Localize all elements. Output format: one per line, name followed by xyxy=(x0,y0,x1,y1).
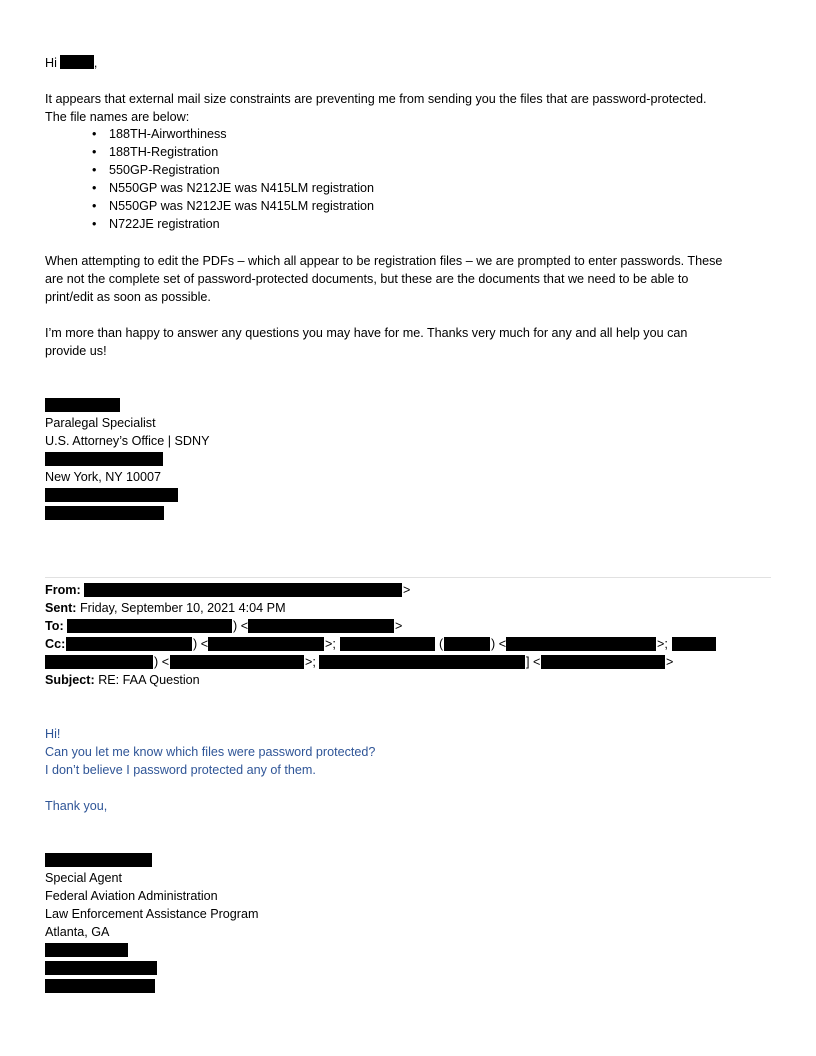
intro-line-1: It appears that external mail size constraints are preventing me from sending you the files that are password-protected. xyxy=(45,92,707,106)
greeting-line: Hi , xyxy=(45,56,98,70)
cc-paren-open: ( xyxy=(439,637,444,651)
redaction-block xyxy=(506,637,656,651)
redaction-block xyxy=(248,619,394,633)
sent-label: Sent: xyxy=(45,601,77,615)
header-cc xyxy=(45,635,65,653)
redaction-block xyxy=(66,637,192,651)
sent-value: Friday, September 10, 2021 4:04 PM xyxy=(79,601,286,615)
redaction-block xyxy=(208,637,324,651)
cc-label: Cc: xyxy=(45,637,66,651)
cc-paren-lt: ) < xyxy=(154,655,170,669)
list-item: • N550GP was N212JE was N415LM registration xyxy=(92,197,374,215)
redaction-block xyxy=(60,55,94,69)
reply-line-2: Can you let me know which files were password protected? xyxy=(45,745,376,759)
cc-bracket-lt: ] < xyxy=(526,655,541,669)
paragraph-2-line-3: print/edit as soon as possible. xyxy=(45,290,211,304)
from-gt: > xyxy=(403,583,411,597)
header-from xyxy=(45,581,81,599)
subject-value: RE: FAA Question xyxy=(98,673,200,687)
signature-org: Federal Aviation Administration xyxy=(45,889,218,903)
paragraph-3-line-2: provide us! xyxy=(45,344,107,358)
reply-line-3: I don’t believe I password protected any of them. xyxy=(45,763,316,777)
reply-thanks: Thank you, xyxy=(45,799,108,813)
redaction-block xyxy=(45,961,157,975)
redaction-block xyxy=(45,853,152,867)
subject-label: Subject: xyxy=(45,673,95,687)
redaction-block xyxy=(84,583,402,597)
redaction-block xyxy=(170,655,304,669)
from-label: From: xyxy=(45,583,81,597)
signature-title: Paralegal Specialist xyxy=(45,416,156,430)
redaction-block xyxy=(45,506,164,520)
list-item: • N550GP was N212JE was N415LM registration xyxy=(92,179,374,197)
list-item: • 550GP-Registration xyxy=(92,161,374,179)
paragraph-3-line-1: I’m more than happy to answer any questions you may have for me. Thanks very much for any and all help you can xyxy=(45,326,688,340)
cc-semi: >; xyxy=(325,637,336,651)
file-list xyxy=(92,125,374,233)
redaction-block xyxy=(340,637,435,651)
to-paren-lt: ) < xyxy=(233,619,249,633)
signature-office: U.S. Attorney’s Office | SDNY xyxy=(45,434,210,448)
cc-semi: >; xyxy=(657,637,668,651)
redaction-block xyxy=(319,655,525,669)
cc-semi: >; xyxy=(305,655,316,669)
redaction-block xyxy=(45,979,155,993)
signature-title: Special Agent xyxy=(45,871,123,885)
list-item: • N722JE registration xyxy=(92,215,374,233)
cc-paren-lt: ) < xyxy=(491,637,507,651)
signature-city: New York, NY 10007 xyxy=(45,470,161,484)
signature-city: Atlanta, GA xyxy=(45,925,110,939)
redaction-block xyxy=(444,637,490,651)
redaction-block xyxy=(45,452,163,466)
to-label: To: xyxy=(45,619,64,633)
redaction-block xyxy=(541,655,665,669)
redaction-block xyxy=(45,655,153,669)
redaction-block xyxy=(45,943,128,957)
cc-gt: > xyxy=(666,655,674,669)
to-gt: > xyxy=(395,619,403,633)
signature-program: Law Enforcement Assistance Program xyxy=(45,907,259,921)
reply-line-1: Hi! xyxy=(45,727,61,741)
list-item: • 188TH-Airworthiness xyxy=(92,125,374,143)
redaction-block xyxy=(45,488,178,502)
paragraph-2-line-2: are not the complete set of password-protected documents, but these are the documents that we need to be able to xyxy=(45,272,689,286)
greeting-word: Hi xyxy=(45,56,57,70)
cc-paren-lt: ) < xyxy=(193,637,209,651)
header-to xyxy=(45,617,64,635)
header-subject xyxy=(45,671,200,689)
redaction-block xyxy=(672,637,716,651)
header-sent xyxy=(45,599,286,617)
paragraph-2-line-1: When attempting to edit the PDFs – which all appear to be registration files – we are prompted to enter passwords. These xyxy=(45,254,723,268)
list-item: • 188TH-Registration xyxy=(92,143,374,161)
redaction-block xyxy=(67,619,232,633)
email-divider xyxy=(45,577,771,578)
redaction-block xyxy=(45,398,120,412)
intro-line-2: The file names are below: xyxy=(45,110,190,124)
